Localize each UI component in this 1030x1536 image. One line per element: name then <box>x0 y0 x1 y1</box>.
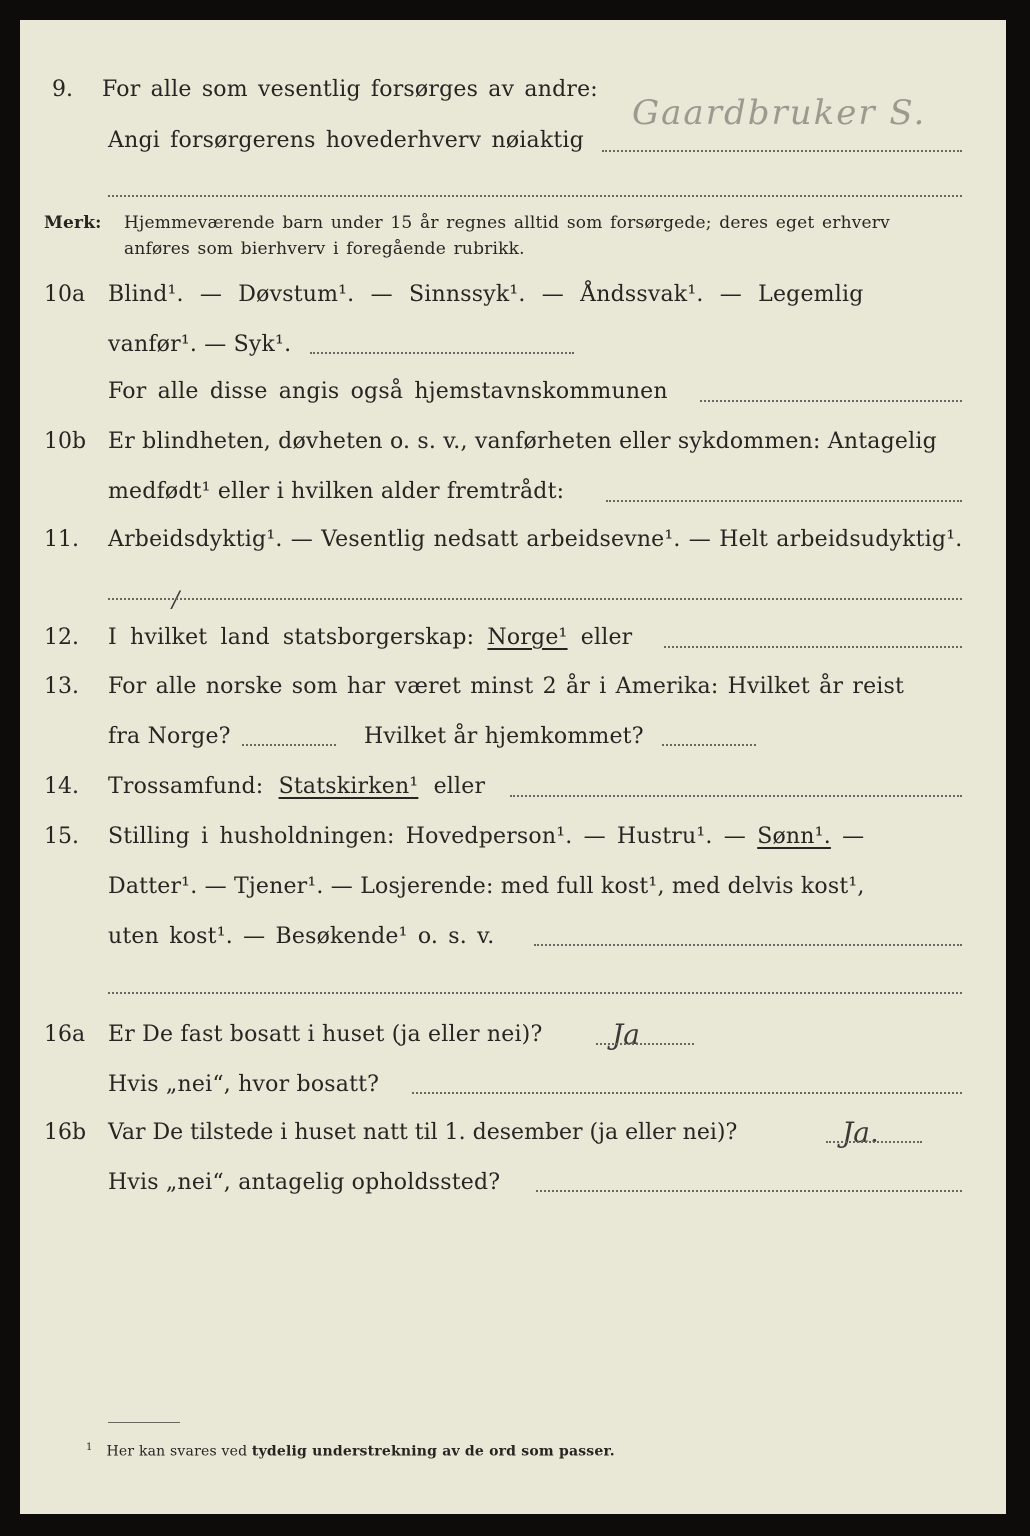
q12-prefix: I hvilket land statsborgerskap: <box>108 625 475 650</box>
merk-line2: anføres som bierhverv i foregående rubrikk. <box>124 239 525 259</box>
q12-number: 12. <box>44 625 79 650</box>
q11-handwritten-mark: / <box>172 588 180 613</box>
q13-line2a: fra Norge? <box>108 724 231 749</box>
q9-number: 9. <box>52 77 73 102</box>
q15-extra-line <box>108 992 962 994</box>
q15-line1b: — <box>842 824 865 849</box>
q9-answer-line <box>602 150 962 152</box>
q16b-answer-line <box>826 1141 922 1143</box>
q10a-hjemstavn-line <box>700 400 962 402</box>
q10a-line1: Blind¹. — Døvstum¹. — Sinnssyk¹. — Åndssvak¹. — Legemlig <box>108 282 864 307</box>
q14-suffix: eller <box>433 774 486 799</box>
q10b-alder-line <box>606 500 962 502</box>
q11-line1: Arbeidsdyktig¹. — Vesentlig nedsatt arbeidsevne¹. — Helt arbeidsudyktig¹. <box>108 527 963 552</box>
footnote-plain: Her kan svares ved <box>106 1443 248 1460</box>
footnote-bold: tydelig understrekning av de ord som passer. <box>251 1443 615 1460</box>
q16a-number: 16a <box>44 1022 86 1047</box>
merk-label: Merk: <box>44 213 102 233</box>
q15-line1 <box>108 822 864 852</box>
q12-suffix: eller <box>580 625 633 650</box>
q15-line3: uten kost¹. — Besøkende¹ o. s. v. <box>108 924 495 949</box>
q11-extra-line <box>108 598 962 600</box>
q16b-handwritten-answer: Ja. <box>842 1116 879 1149</box>
q15-sonn-underlined: Sønn¹. <box>757 824 831 849</box>
q15-answer-line <box>534 944 962 946</box>
q10a-number: 10a <box>44 282 86 307</box>
footnote-marker: 1 <box>86 1442 93 1453</box>
q12-line <box>108 623 632 653</box>
merk-line1: Hjemmeværende barn under 15 år regnes alltid som forsørgede; deres eget erhverv <box>124 213 890 233</box>
q16a-bosatt-line <box>412 1092 962 1094</box>
q9-line1: For alle som vesentlig forsørges av andre: <box>102 77 598 102</box>
q15-line1a: Stilling i husholdningen: Hovedperson¹. — Hustru¹. — <box>108 824 747 849</box>
q13-line1: For alle norske som har været minst 2 år i Amerika: Hvilket år reist <box>108 674 905 699</box>
q10a-line3: For alle disse angis også hjemstavnskommunen <box>108 379 668 404</box>
q16b-number: 16b <box>44 1120 87 1145</box>
q16a-answer-line <box>596 1043 694 1045</box>
q14-number: 14. <box>44 774 79 799</box>
q16b-line1: Var De tilstede i huset natt til 1. desember (ja eller nei)? <box>108 1120 738 1145</box>
q9-handwritten-answer: Gaardbruker S. <box>632 93 927 133</box>
q10a-syk-line <box>310 352 574 354</box>
q15-line2: Datter¹. — Tjener¹. — Losjerende: med full kost¹, med delvis kost¹, <box>108 874 865 899</box>
q16a-handwritten-answer: Ja <box>612 1018 640 1051</box>
q16a-line1: Er De fast bosatt i huset (ja eller nei)? <box>108 1022 543 1047</box>
q15-number: 15. <box>44 824 79 849</box>
footnote <box>86 1438 615 1462</box>
q9-extra-line <box>108 195 962 197</box>
q10b-line2: medfødt¹ eller i hvilken alder fremtrådt: <box>108 479 565 504</box>
footnote-rule <box>108 1422 180 1423</box>
q13-number: 13. <box>44 674 79 699</box>
q10b-number: 10b <box>44 429 87 454</box>
q10a-line2: vanfør¹. — Syk¹. <box>108 332 292 357</box>
q12-answer-line <box>664 646 962 648</box>
census-form-page <box>20 20 1006 1514</box>
q14-answer-line <box>510 795 962 797</box>
q10b-line1: Er blindheten, døvheten o. s. v., vanførheten eller sykdommen: Antagelig <box>108 429 937 454</box>
q9-line2: Angi forsørgerens hovederhverv nøiaktig <box>108 128 584 153</box>
q16b-opholdssted-line <box>536 1190 962 1192</box>
q13-line2b: Hvilket år hjemkommet? <box>364 724 644 749</box>
q16b-line2: Hvis „nei“, antagelig opholdssted? <box>108 1170 501 1195</box>
q14-prefix: Trossamfund: <box>108 774 264 799</box>
q11-number: 11. <box>44 527 79 552</box>
q14-line <box>108 772 485 802</box>
q14-statskirken-underlined: Statskirken¹ <box>278 774 419 799</box>
q12-norge-underlined: Norge¹ <box>487 625 568 650</box>
q13-hjemkommet-line <box>662 744 756 746</box>
q16a-line2: Hvis „nei“, hvor bosatt? <box>108 1072 380 1097</box>
q13-reist-line <box>242 744 336 746</box>
